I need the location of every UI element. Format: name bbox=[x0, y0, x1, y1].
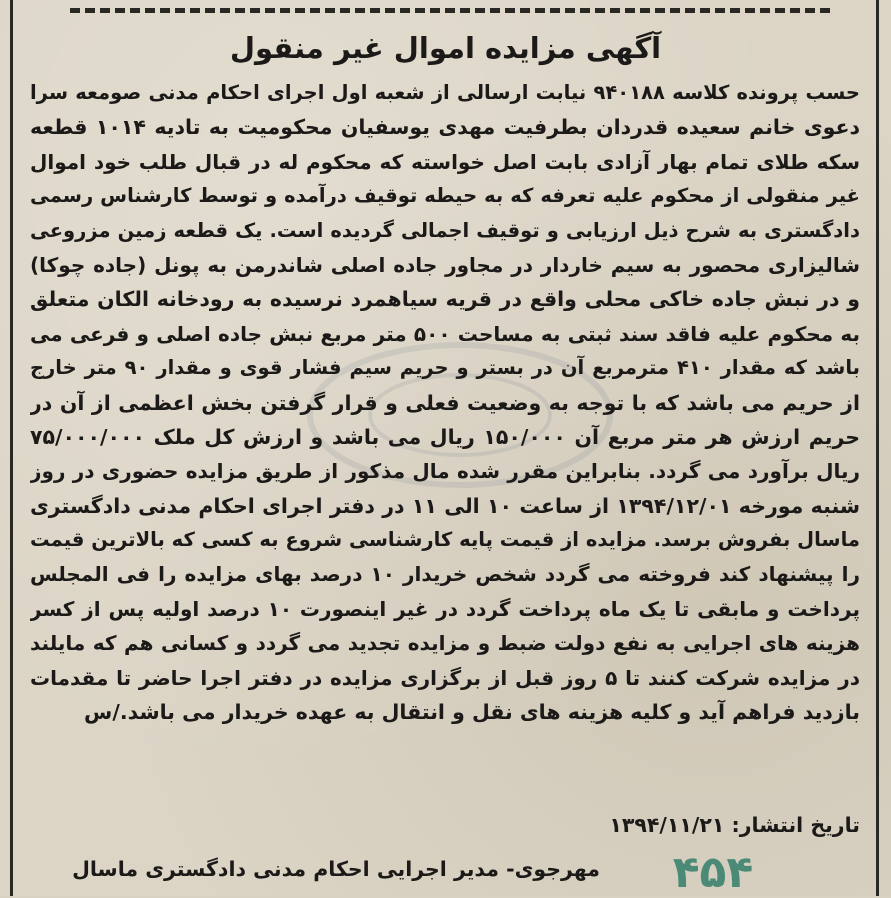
right-border-rule bbox=[876, 0, 879, 896]
notice-line: دادگستری به شرح ذیل ارزیابی و توقیف اجمالی گردیده است. یک قطعه زمین مزروعی bbox=[30, 218, 860, 242]
notice-line: باشد که مقدار ۴۱۰ مترمربع آن در بستر و حریم سیم فشار قوی و مقدار ۹۰ متر خارج bbox=[30, 356, 860, 380]
signature-line: مهرجوی- مدیر اجرایی احکام مدنی دادگستری ماسال bbox=[72, 857, 600, 881]
notice-line: حسب پرونده کلاسه ۹۴۰۱۸۸ نیابت ارسالی از شعبه اول اجرای احکام مدنی صومعه سرا bbox=[30, 81, 860, 104]
notice-line-last: بازدید فراهم آید و کلیه هزینه های نقل و انتقال به عهده خریدار می باشد./س bbox=[84, 700, 860, 725]
top-dashed-rule bbox=[70, 8, 830, 13]
notice-line: شنبه مورخه ۱۳۹۴/۱۲/۰۱ از ساعت ۱۰ الی ۱۱ در دفتر اجرای احکام مدنی دادگستری bbox=[30, 493, 860, 518]
ad-number-stamp: ۴۵۴ bbox=[672, 847, 754, 898]
notice-line: به محکوم علیه فاقد سند ثبتی به مساحت ۵۰۰ متر مربع نبش جاده اصلی و فرعی می bbox=[30, 321, 860, 346]
notice-line: شالیزاری محصور به سیم خاردار در مجاور جاده اصلی شاندرمن به پونل (جاده چوکا) bbox=[30, 252, 860, 277]
notice-line: از حریم می باشد که با توجه به وضعیت فعلی و قرار گرفتن بخش اعظمی از آن در bbox=[30, 390, 860, 415]
notice-line: و در نبش جاده خاکی محلی واقع در قریه سیاهمرد نرسیده به رودخانه الکان متعلق bbox=[30, 287, 860, 312]
notice-line: پرداخت و مابقی تا یک ماه پرداخت گردد در غیر اینصورت ۱۰ درصد اولیه پس از کسر bbox=[30, 596, 860, 621]
notice-title: آگهی مزایده اموال غیر منقول bbox=[229, 31, 662, 65]
notice-line: حریم ارزش هر متر مربع آن ۱۵۰/۰۰۰ ریال می باشد و ارزش کل ملک ۷۵/۰۰۰/۰۰۰ bbox=[30, 424, 860, 449]
notice-line: در مزایده شرکت کنند تا ۵ روز قبل از برگزاری مزایده در دفتر اجرا حاضر تا مقدمات bbox=[30, 665, 860, 690]
notice-line: دعوی خانم سعیده قدردان بطرفیت مهدی یوسفیان محکومیت به تادیه ۱۰۱۴ قطعه bbox=[30, 115, 860, 140]
notice-line: هزینه های اجرایی به نفع دولت ضبط و مزایده تجدید می گردد و کسانی هم که مایلند bbox=[30, 631, 860, 656]
notice-line: غیر منقولی از محکوم علیه تعرفه که به حیطه توقیف درآمده و توسط کارشناس رسمی bbox=[30, 184, 860, 208]
notice-line: سکه طلای تمام بهار آزادی بابت اصل خواسته که محکوم له در قبال طلب خود اموال bbox=[30, 149, 860, 174]
notice-line: ماسال بفروش برسد. مزایده از قیمت پایه کارشناسی شروع به کسی که بالاترین قیمت bbox=[30, 528, 860, 552]
notice-line: را پیشنهاد کند فروخته می گردد شخص خریدار ۱۰ درصد بهای مزایده را فی المجلس bbox=[30, 562, 860, 587]
notice-body bbox=[30, 76, 860, 729]
left-border-rule bbox=[10, 0, 13, 896]
publish-date: تاریخ انتشار: ۱۳۹۴/۱۱/۲۱ bbox=[609, 813, 860, 837]
notice-line: ریال برآورد می گردد. بنابراین مقرر شده مال مذکور از طریق مزایده حضوری در روز bbox=[30, 459, 860, 484]
